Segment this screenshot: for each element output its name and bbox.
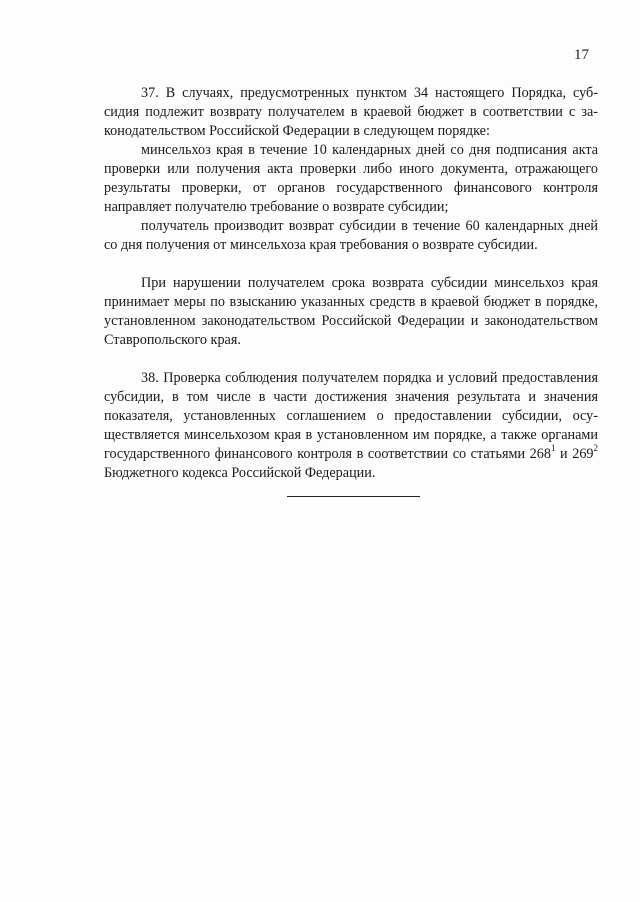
paragraph-38 xyxy=(104,369,598,483)
paragraph-37-item-1: минсельхоз края в течение 10 календарных дней со дня подписания акта проверки или получения акта проверки либо иного документа, отражающего результаты проверки, от органов государственного финансового контроля направляет получателю требование о возврате субсидии; xyxy=(104,142,598,215)
article-269-superscript: 2 xyxy=(593,443,599,454)
article-268-superscript: 1 xyxy=(550,443,556,454)
paragraph-37-intro: 37. В случаях, предусмотренных пунктом 34 настоящего Порядка, субсидия подлежит возврату получателем в краевой бюджет в соответствии с законодательством Российской Федерации в следующем порядке: xyxy=(104,85,598,139)
end-of-document-line xyxy=(287,496,420,497)
paragraph-38-text: 38. Проверка соблюдения получателем порядка и условий предоставления субсидии, в том числе в части достижения значения результата и значения показателя, установленных соглашением о предоставлении субсидии, осуществляется минсельхозом края в установленном им порядке, а также органами государственного финансового контроля в соответствии со статьями 268 xyxy=(104,370,598,462)
paragraph-37-item-2: получатель производит возврат субсидии в течение 60 календарных дней со дня получения от минсельхоза края требования о возврате субсидии. xyxy=(104,218,598,253)
document-body xyxy=(104,84,598,483)
paragraph-38-and: и 269 xyxy=(555,446,594,462)
paragraph-38-end: Бюджетного кодекса Российской Федерации. xyxy=(104,465,376,481)
paragraph-37-violation: При нарушении получателем срока возврата субсидии минсельхоз края принимает меры по взысканию указанных средств в краевой бюджет в порядке, установленном законодательством Российской Федерации и законодательством Ставропольского края. xyxy=(104,275,598,348)
page-number: 17 xyxy=(574,47,589,63)
